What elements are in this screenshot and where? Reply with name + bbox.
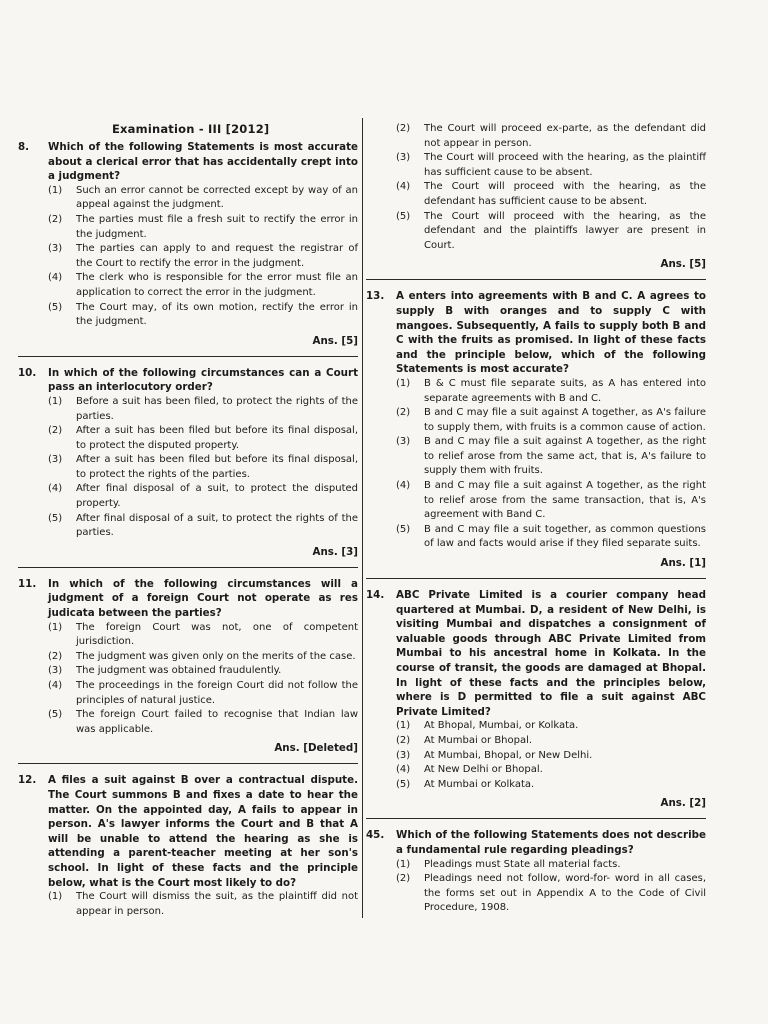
option-number: (5) [396, 523, 411, 535]
left-column [18, 140, 358, 928]
option-text: At Mumbai or Kolkata. [424, 778, 535, 790]
option-text: The Court will proceed with the hearing, as the plaintiff has sufficient cause to be absent. [424, 152, 706, 178]
answer-option [48, 679, 358, 708]
answer-option [48, 213, 358, 242]
option-number: (1) [48, 395, 63, 407]
option-number: (5) [396, 778, 411, 790]
answer-option [48, 512, 358, 541]
answer-option [396, 872, 706, 916]
option-number: (4) [48, 272, 63, 284]
option-number: (5) [396, 210, 411, 222]
option-text: Pleadings must State all material facts. [424, 858, 621, 870]
question-heading [366, 828, 706, 857]
question-number: 10. [18, 366, 37, 379]
answer-option [48, 184, 358, 213]
answer-option [48, 301, 358, 330]
answer-key: Ans. [3] [18, 545, 358, 568]
question-block [366, 122, 706, 280]
answer-option [48, 890, 358, 919]
question-text: A files a suit against B over a contractual dispute. The Court summons B and fixes a date to hear the matter. On the appointed day, A fails to appear in person. A's lawyer informs the Court and B that A will be unable to attend the hearing as she is attending a parent-teacher meeting at her son's school. In light of these facts and the principle below, what is the Court most likely to do? [48, 774, 358, 889]
question-block [18, 773, 358, 919]
option-text: The clerk who is responsible for the error must file an application to correct the error in the judgment. [76, 272, 358, 298]
option-number: (3) [396, 152, 411, 164]
answer-option [396, 479, 706, 523]
answer-option [396, 858, 706, 873]
question-block [366, 289, 706, 579]
answer-option [48, 424, 358, 453]
question-number: 8. [18, 141, 30, 153]
option-number: (1) [396, 720, 411, 732]
option-text: At Mumbai, Bhopal, or New Delhi. [424, 749, 593, 761]
option-number: (2) [48, 650, 63, 662]
option-number: (3) [48, 454, 63, 466]
option-text: The Court will proceed with the hearing, as the defendant and the plaintiffs lawyer are present in Court. [424, 210, 706, 251]
answer-option [396, 749, 706, 764]
answer-key: Ans. [2] [366, 796, 706, 819]
option-text: The judgment was given only on the merits of the case. [76, 650, 356, 662]
answer-option [48, 242, 358, 271]
answer-option [48, 664, 358, 679]
option-text: B and C may file a suit against A together, as A's failure to supply them, with fruits is a common cause of action. [424, 407, 706, 433]
option-number: (5) [48, 512, 63, 524]
question-block [18, 366, 358, 568]
option-text: At Bhopal, Mumbai, or Kolkata. [424, 720, 579, 732]
option-text: After a suit has been filed but before its final disposal, to protect the disputed property. [76, 425, 358, 451]
option-text: The parties can apply to and request the registrar of the Court to rectify the error in the judgment. [76, 243, 358, 269]
option-text: The proceedings in the foreign Court did not follow the principles of natural justice. [76, 680, 358, 706]
option-text: At New Delhi or Bhopal. [424, 764, 543, 776]
option-text: Before a suit has been filed, to protect the rights of the parties. [76, 395, 358, 422]
option-number: (3) [396, 749, 411, 761]
option-text: The Court will proceed with the hearing, as the defendant has sufficient cause to be absent. [424, 181, 706, 207]
answer-option [48, 621, 358, 650]
right-column [366, 122, 706, 925]
question-number: 11. [18, 577, 37, 590]
question-text: Which of the following Statements is most accurate about a clerical error that has accidentally crept into a judgment? [48, 141, 358, 183]
option-number: (2) [396, 734, 411, 746]
option-text: B and C may file a suit against A together, as the right to relief arose from the same transaction, that is, A's agreement with Band C. [424, 480, 706, 521]
option-number: (5) [48, 301, 63, 313]
answer-option [396, 778, 706, 793]
option-number: (2) [396, 407, 411, 419]
option-number: (2) [48, 213, 63, 225]
question-text: A enters into agreements with B and C. A agrees to supply B with oranges and to supply C with mangoes. Subsequently, A fails to supply both B and C with the fruits as promised. In light of these facts and the principle below, which of the following Statements is most accurate? [396, 290, 706, 376]
option-number: (4) [396, 181, 411, 193]
answer-option [48, 271, 358, 300]
answer-option [48, 395, 358, 424]
question-block [366, 828, 706, 916]
option-text: The foreign Court was not, one of competent jurisdiction. [76, 621, 358, 648]
question-text: In which of the following circumstances can a Court pass an interlocutory order? [48, 366, 358, 394]
question-heading [18, 773, 358, 890]
answer-option [396, 377, 706, 406]
answer-option [48, 708, 358, 737]
answer-option [48, 650, 358, 665]
answer-key: Ans. [5] [366, 257, 706, 280]
option-number: (1) [48, 621, 63, 633]
option-text: The judgment was obtained fraudulently. [76, 665, 282, 677]
option-number: (4) [396, 480, 411, 492]
question-heading [18, 577, 358, 621]
option-number: (4) [48, 680, 63, 691]
page-title: Examination - III [2012] [112, 122, 270, 136]
question-text: Which of the following Statements does not describe a fundamental rule regarding pleadings? [396, 829, 706, 856]
column-divider [362, 118, 363, 918]
option-text: After a suit has been filed but before its final disposal, to protect the rights of the parties. [76, 454, 358, 480]
option-text: After final disposal of a suit, to protect the rights of the parties. [76, 512, 358, 539]
option-text: The Court may, of its own motion, rectify the error in the judgment. [76, 301, 358, 328]
answer-option [396, 763, 706, 778]
answer-option [48, 482, 358, 511]
option-number: (2) [396, 123, 411, 134]
option-text: B and C may file a suit against A together, as the right to relief arose from the same act, that is, A's failure to supply them with fruits. [424, 436, 706, 477]
answer-option [396, 719, 706, 734]
option-number: (4) [396, 764, 411, 776]
answer-option [396, 523, 706, 552]
answer-option [396, 180, 706, 209]
option-number: (1) [48, 184, 63, 196]
option-text: After final disposal of a suit, to protect the disputed property. [76, 483, 358, 510]
question-text: In which of the following circumstances will a judgment of a foreign Court not operate as res judicata between the parties? [48, 577, 358, 620]
answer-option [396, 122, 706, 151]
question-block [18, 577, 358, 765]
option-text: Pleadings need not follow, word-for- word in all cases, the forms set out in Appendix A to the Code of Civil Procedure, 1908. [424, 873, 706, 914]
answer-key: Ans. [Deleted] [18, 741, 358, 764]
option-number: (3) [396, 436, 411, 448]
option-number: (3) [48, 243, 63, 255]
option-number: (4) [48, 483, 63, 495]
question-heading [18, 366, 358, 395]
question-number: 45. [366, 829, 385, 842]
option-number: (2) [48, 425, 63, 437]
option-text: The Court will proceed ex-parte, as the defendant did not appear in person. [424, 123, 706, 149]
option-number: (3) [48, 665, 63, 677]
answer-key: Ans. [5] [18, 334, 358, 357]
option-text: The parties must file a fresh suit to rectify the error in the judgment. [76, 213, 358, 240]
answer-option [396, 435, 706, 479]
question-heading [18, 140, 358, 184]
option-text: Such an error cannot be corrected except by way of an appeal against the judgment. [76, 184, 358, 211]
question-number: 13. [366, 290, 385, 303]
option-number: (1) [396, 858, 411, 870]
question-text: ABC Private Limited is a courier company head quartered at Mumbai. D, a resident of New Delhi, is visiting Mumbai and dispatches a consignment of valuable goods through ABC Private Limited from Mumbai to his ancestral home in Kolkata. In the course of transit, the goods are damaged at Bhopal. In light of these facts and the principles below, where is D permitted to file a suit against ABC Private Limited? [396, 589, 706, 718]
option-number: (1) [48, 891, 63, 903]
answer-option [396, 406, 706, 435]
option-number: (2) [396, 873, 411, 885]
question-heading [366, 588, 706, 719]
answer-option [396, 210, 706, 254]
question-heading [366, 289, 706, 377]
option-text: At Mumbai or Bhopal. [424, 734, 533, 746]
option-text: B and C may file a suit together, as common questions of law and facts would arise if they filed separate suits. [424, 523, 706, 550]
option-number: (5) [48, 709, 63, 721]
answer-option [396, 734, 706, 749]
question-number: 12. [18, 774, 37, 787]
question-number: 14. [366, 589, 385, 602]
answer-key: Ans. [1] [366, 556, 706, 579]
answer-option [396, 151, 706, 180]
question-block [18, 140, 358, 357]
answer-option [48, 453, 358, 482]
option-text: The Court will dismiss the suit, as the plaintiff did not appear in person. [76, 891, 358, 917]
option-text: The foreign Court failed to recognise that Indian law was applicable. [76, 709, 358, 735]
option-text: B & C must file separate suits, as A has entered into separate agreements with B and C. [424, 377, 706, 404]
option-number: (1) [396, 377, 411, 389]
question-block [366, 588, 706, 819]
